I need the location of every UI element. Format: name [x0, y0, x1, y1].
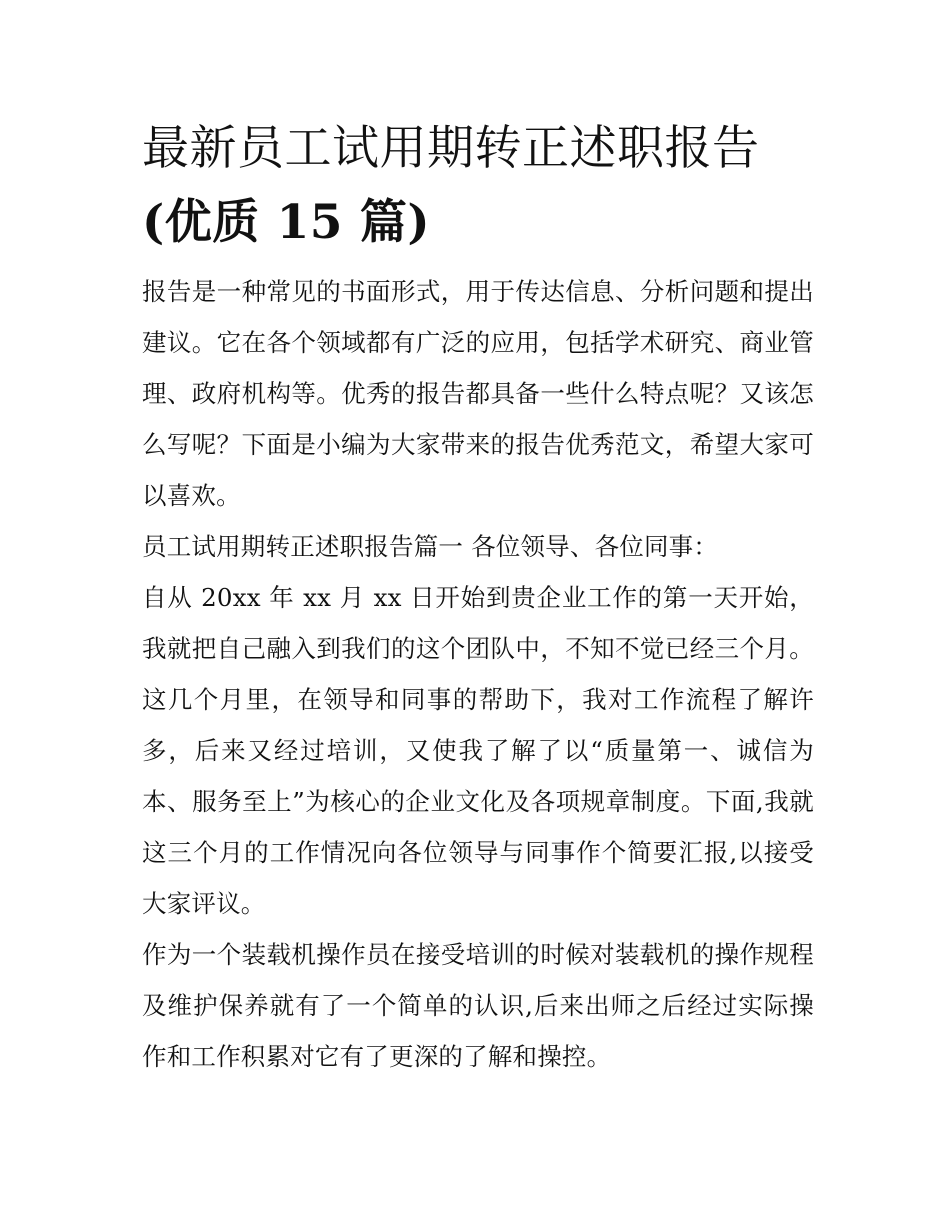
document-content [142, 112, 814, 1082]
intro-paragraph: 报告是一种常见的书面形式，用于传达信息、分析问题和提出建议。它在各个领域都有广泛的应用，包括学术研究、商业管理、政府机构等。优秀的报告都具备一些什么特点呢？又该怎么写呢？下面是小编为大家带来的报告优秀范文，希望大家可以喜欢。 [142, 277, 814, 510]
document-title [142, 112, 814, 260]
title-line-2 [142, 186, 814, 260]
section-heading-paragraph: 员工试用期转正述职报告篇一 各位领导、各位同事： [142, 532, 719, 561]
title-count: 15 [276, 195, 344, 250]
body-paragraph: 作为一个装载机操作员在接受培训的时候对装载机的操作规程及维护保养就有了一个简单的认识,后来出师之后经过实际操作和工作积累对它有了更深的了解和操控。 [142, 940, 814, 1071]
title-paren-close: 篇) [343, 195, 431, 250]
title-paren-open: (优质 [142, 195, 277, 250]
document-body [142, 266, 814, 1082]
body-paragraph: 自从 20xx 年 xx 月 xx 日开始到贵企业工作的第一天开始，我就把自己融入到我们的这个团队中，不知不觉已经三个月。这几个月里，在领导和同事的帮助下，我对工作流程了解许多，后来又经过培训，又使我了解了以“质量第一、诚信为本、服务至上”为核心的企业文化及各项规章制度。下面,我就这三个月的工作情况向各位领导与同事作个简要汇报,以接受大家评议。 [142, 583, 814, 918]
title-line-1: 最新员工试用期转正述职报告 [142, 121, 760, 176]
